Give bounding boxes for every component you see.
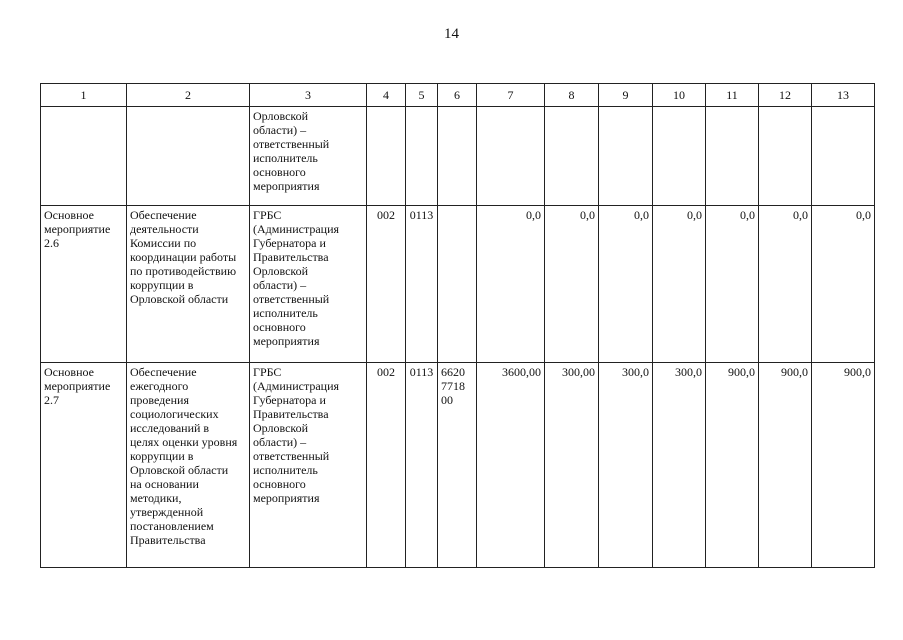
text-line: Основное	[44, 365, 94, 379]
text-line: мероприятия	[253, 491, 320, 505]
header-cell: 1	[41, 84, 127, 107]
text-line: (Администрация	[253, 379, 340, 393]
budget-table	[40, 83, 875, 568]
header-cell: 8	[545, 84, 599, 107]
table-cell	[477, 107, 545, 206]
text-line: ежегодного	[130, 379, 189, 393]
activity-id-cell	[41, 206, 127, 363]
text-line: Орловской	[253, 264, 309, 278]
text-line: мероприятие	[44, 222, 111, 236]
text-line: мероприятия	[253, 334, 320, 348]
amount-cell: 0,0	[706, 206, 759, 363]
table-cell	[653, 107, 706, 206]
table-cell	[127, 107, 250, 206]
text-line: исполнитель	[253, 306, 318, 320]
text-line: основного	[253, 320, 306, 334]
text-line: основного	[253, 477, 306, 491]
table-cell	[812, 107, 875, 206]
text-line: Правительства	[253, 407, 329, 421]
activity-name-cell	[127, 206, 250, 363]
table-cell	[706, 107, 759, 206]
code-cell: 0113	[406, 206, 438, 363]
header-cell: 5	[406, 84, 438, 107]
text-line: 2.6	[44, 236, 59, 250]
text-line: исследований в	[130, 421, 210, 435]
text-line: мероприятия	[253, 179, 320, 193]
header-cell: 12	[759, 84, 812, 107]
text-line: Обеспечение	[130, 208, 197, 222]
text-line: 00	[441, 393, 453, 407]
amount-cell: 900,0	[759, 363, 812, 568]
text-line: Орловской области	[130, 292, 229, 306]
header-cell: 6	[438, 84, 477, 107]
text-line: области) –	[253, 278, 307, 292]
text-line: целях оценки уровня	[130, 435, 238, 449]
table-cell	[41, 107, 127, 206]
text-line: Орловской	[253, 109, 309, 123]
text-line: Орловской области	[130, 463, 229, 477]
table-row	[41, 206, 875, 363]
amount-cell: 300,00	[545, 363, 599, 568]
header-cell: 13	[812, 84, 875, 107]
text-line: (Администрация	[253, 222, 340, 236]
text-line: на основании	[130, 477, 199, 491]
page-number: 14	[444, 26, 459, 42]
text-line: координации работы	[130, 250, 237, 264]
table-cell	[599, 107, 653, 206]
text-line: основного	[253, 165, 306, 179]
amount-cell: 0,0	[477, 206, 545, 363]
text-line: мероприятие	[44, 379, 111, 393]
text-line: 6620	[441, 365, 465, 379]
text-line: ГРБС	[253, 208, 282, 222]
text-line: ГРБС	[253, 365, 282, 379]
table-cell	[367, 107, 406, 206]
text-line: утвержденной	[130, 505, 204, 519]
text-line: методики,	[130, 491, 182, 505]
amount-cell: 0,0	[599, 206, 653, 363]
amount-cell: 300,0	[599, 363, 653, 568]
amount-cell: 300,0	[653, 363, 706, 568]
code-cell: 002	[367, 206, 406, 363]
table-cell	[438, 107, 477, 206]
text-line: Губернатора и	[253, 393, 326, 407]
amount-cell: 900,0	[706, 363, 759, 568]
text-line: Орловской	[253, 421, 309, 435]
header-cell: 4	[367, 84, 406, 107]
amount-cell: 3600,00	[477, 363, 545, 568]
text-line: коррупции в	[130, 449, 194, 463]
amount-cell: 0,0	[812, 206, 875, 363]
header-cell: 3	[250, 84, 367, 107]
executor-cell	[250, 107, 367, 206]
table-header-row	[41, 84, 875, 107]
text-line: ответственный	[253, 449, 330, 463]
text-line: коррупции в	[130, 278, 194, 292]
text-line: проведения	[130, 393, 189, 407]
activity-name-cell	[127, 363, 250, 568]
text-line: Комиссии по	[130, 236, 197, 250]
code-cell: 002	[367, 363, 406, 568]
header-cell: 2	[127, 84, 250, 107]
text-line: постановлением	[130, 519, 214, 533]
amount-cell: 0,0	[759, 206, 812, 363]
executor-cell	[250, 363, 367, 568]
text-line: Обеспечение	[130, 365, 197, 379]
amount-cell: 900,0	[812, 363, 875, 568]
code-cell	[438, 363, 477, 568]
table-row	[41, 107, 875, 206]
executor-cell	[250, 206, 367, 363]
text-line: 2.7	[44, 393, 59, 407]
table-cell	[759, 107, 812, 206]
text-line: Губернатора и	[253, 236, 326, 250]
header-cell: 7	[477, 84, 545, 107]
text-line: Основное	[44, 208, 94, 222]
header-cell: 9	[599, 84, 653, 107]
text-line: деятельности	[130, 222, 199, 236]
text-line: 7718	[441, 379, 465, 393]
table-row	[41, 363, 875, 568]
text-line: ответственный	[253, 292, 330, 306]
code-cell: 0113	[406, 363, 438, 568]
table-cell	[545, 107, 599, 206]
activity-id-cell	[41, 363, 127, 568]
text-line: социологических	[130, 407, 219, 421]
code-cell	[438, 206, 477, 363]
text-line: исполнитель	[253, 151, 318, 165]
text-line: исполнитель	[253, 463, 318, 477]
text-line: по противодействию	[130, 264, 237, 278]
amount-cell: 0,0	[545, 206, 599, 363]
text-line: Правительства	[253, 250, 329, 264]
header-cell: 10	[653, 84, 706, 107]
text-line: Правительства	[130, 533, 206, 547]
text-line: области) –	[253, 123, 307, 137]
table-cell	[406, 107, 438, 206]
text-line: ответственный	[253, 137, 330, 151]
amount-cell: 0,0	[653, 206, 706, 363]
header-cell: 11	[706, 84, 759, 107]
text-line: области) –	[253, 435, 307, 449]
